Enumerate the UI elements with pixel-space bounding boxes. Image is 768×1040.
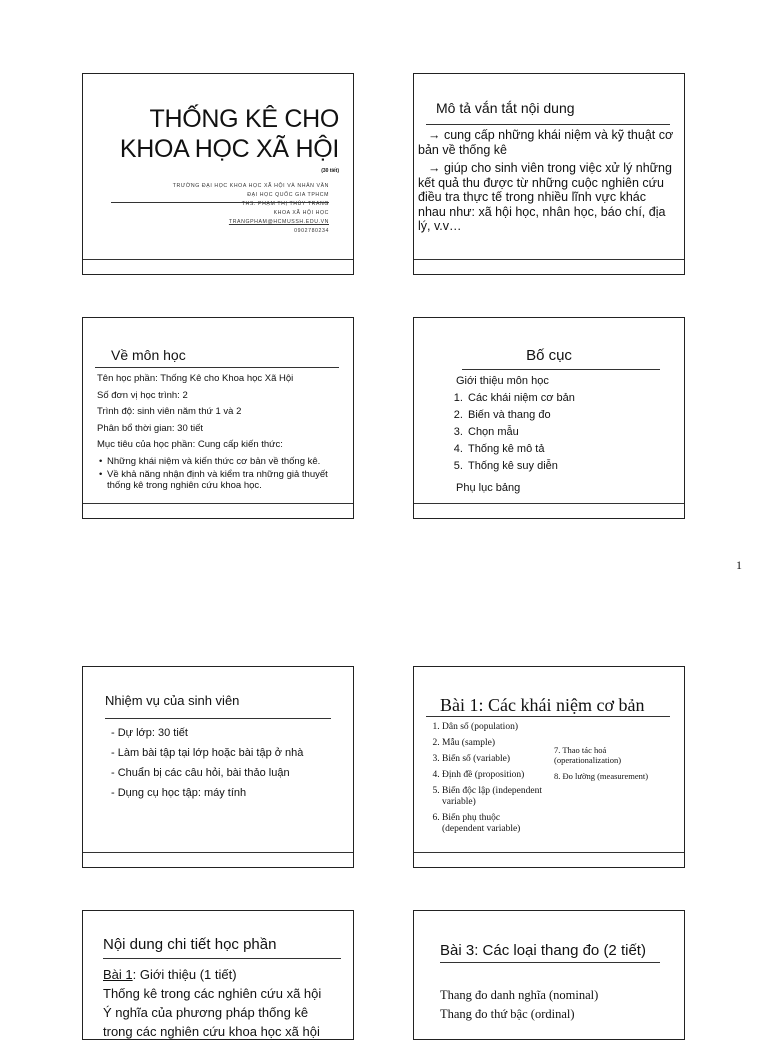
list-item: 3. Chọn mẫu: [466, 424, 575, 441]
slide-body: [97, 371, 345, 491]
slide-about-course: [82, 317, 354, 519]
scale-type: Thang đo thứ bậc (ordinal): [440, 1007, 575, 1021]
slide-footer-line: [414, 503, 684, 504]
concept-list-right: [554, 745, 648, 787]
title-line-2: KHOA HỌC XÃ HỘI: [119, 135, 339, 163]
slide-footer-line: [83, 852, 353, 853]
slide-title: [82, 73, 354, 275]
slide-body: [418, 128, 676, 238]
outline-intro: Giới thiệu môn học: [456, 375, 549, 387]
slide-course-detail: [82, 910, 354, 1040]
divider: [103, 958, 341, 959]
objective-bullet-1: • Những khái niệm và kiến thức cơ bản về thống kê.: [97, 456, 345, 467]
concept-list-left: [426, 722, 542, 840]
list-item: 5. Thống kê suy diễn: [466, 458, 575, 475]
list-item: - Làm bài tập tại lớp hoặc bài tập ở nhà: [111, 747, 304, 759]
objective-bullet-2: • Về khả năng nhận định và kiểm tra những giả thuyết thống kê trong nghiên cứu khoa học.: [97, 469, 345, 491]
author-name: THS. PHẠM THỊ THÙY TRANG: [241, 201, 329, 207]
outline-list: [454, 390, 575, 475]
slide-lesson-3: [413, 910, 685, 1040]
lesson-label: Bài 1: [103, 967, 133, 982]
phone-number: 0902780234: [294, 228, 329, 234]
list-item: 8. Đo lường (measurement): [554, 771, 649, 781]
course-title: [120, 104, 339, 164]
slide-heading: Bài 1: Các khái niệm cơ bản: [440, 695, 645, 715]
divider: [426, 716, 670, 717]
slide-heading: Bố cục: [526, 347, 572, 364]
course-name: Tên học phần: Thống Kê cho Khoa học Xã Hội: [97, 373, 294, 384]
divider: [95, 367, 339, 368]
list-item: - Dự lớp: 30 tiết: [111, 727, 188, 739]
list-item: 4. Thống kê mô tả: [466, 441, 575, 458]
slide-footer-line: [83, 259, 353, 260]
list-item: 1. Các khái niệm cơ bản: [466, 390, 575, 407]
email-link[interactable]: TRANGPHAM@HCMUSSH.EDU.VN: [228, 219, 329, 225]
slide-body: [111, 723, 303, 803]
list-item: 2. Mẫu (sample): [442, 738, 542, 749]
summary-point-2: → giúp cho sinh viên trong việc xử lý những kết quả thu được từ những cuộc nghiên cứu điều tra thực tế trong nhiều lĩnh vực khác nhau như: xã hội học, nhân học, báo chí, địa lý, v.v…: [418, 161, 672, 233]
slide-footer-line: [83, 503, 353, 504]
course-objective: Mục tiêu của học phần: Cung cấp kiến thức:: [97, 439, 283, 450]
slide-footer-line: [414, 852, 684, 853]
lesson-title: : Giới thiệu (1 tiết): [132, 967, 237, 982]
time-allocation: Phân bổ thời gian: 30 tiết: [97, 422, 204, 434]
list-item: 7. Thao tác hoá (operationalization): [554, 745, 622, 765]
title-line-1: THỐNG KÊ CHO: [149, 105, 339, 133]
list-item: - Dụng cụ học tập: máy tính: [111, 787, 247, 799]
slide-body: [454, 373, 575, 497]
slide-student-duties: [82, 666, 354, 868]
scale-type: Thang đo danh nghĩa (nominal): [440, 988, 599, 1002]
credit-units: Số đơn vị học trình: 2: [97, 389, 188, 401]
faculty: KHOA XÃ HỘI HỌC: [273, 210, 329, 216]
detail-line: trong các nghiên cứu khoa học xã hội: [103, 1024, 320, 1039]
slide-heading: Nhiệm vụ của sinh viên: [105, 693, 240, 708]
lesson-line: [103, 965, 321, 984]
university-line-2: ĐẠI HỌC QUỐC GIA TPHCM: [247, 192, 329, 198]
slide-summary: [413, 73, 685, 275]
divider: [462, 369, 660, 370]
slide-footer-line: [414, 259, 684, 260]
summary-point-1: → cung cấp những khái niệm và kỹ thuật cơ bản về thống kê: [418, 128, 674, 157]
level: Trình độ: sinh viên năm thứ 1 và 2: [97, 406, 242, 417]
outline-appendix: Phụ lục bảng: [456, 482, 521, 494]
author-info: [173, 182, 329, 236]
credit-note: (30 tiết): [321, 168, 339, 174]
slide-lesson-1: [413, 666, 685, 868]
list-item: 6. Biến phụ thuộc (dependent variable): [442, 813, 542, 835]
divider: [105, 718, 331, 719]
list-item: 4. Định đề (proposition): [442, 770, 542, 781]
detail-line: Ý nghĩa của phương pháp thống kê: [103, 1005, 309, 1020]
page-number: 1: [736, 558, 742, 572]
list-item: 2. Biến và thang đo: [466, 407, 575, 424]
slide-heading: Về môn học: [111, 347, 186, 363]
university-line: TRƯỜNG ĐẠI HỌC KHOA HỌC XÃ HỘI VÀ NHÂN VĂN: [172, 183, 329, 189]
slide-heading: Nội dung chi tiết học phần: [103, 936, 277, 953]
slide-body: [103, 965, 321, 1040]
slide-heading: Bài 3: Các loại thang đo (2 tiết): [440, 942, 646, 959]
slide-heading: Mô tả vắn tắt nội dung: [436, 100, 575, 116]
list-item: 3. Biến số (variable): [442, 754, 542, 765]
list-item: 1. Dân số (population): [442, 722, 542, 733]
divider: [111, 202, 329, 203]
divider: [440, 962, 660, 963]
list-item: - Chuẩn bị các câu hỏi, bài thảo luận: [111, 767, 290, 779]
detail-line: Thống kê trong các nghiên cứu xã hội: [103, 986, 322, 1001]
slide-outline: [413, 317, 685, 519]
slide-body: [440, 986, 598, 1024]
divider: [426, 124, 670, 125]
list-item: 5. Biến độc lập (independent variable): [442, 786, 542, 808]
